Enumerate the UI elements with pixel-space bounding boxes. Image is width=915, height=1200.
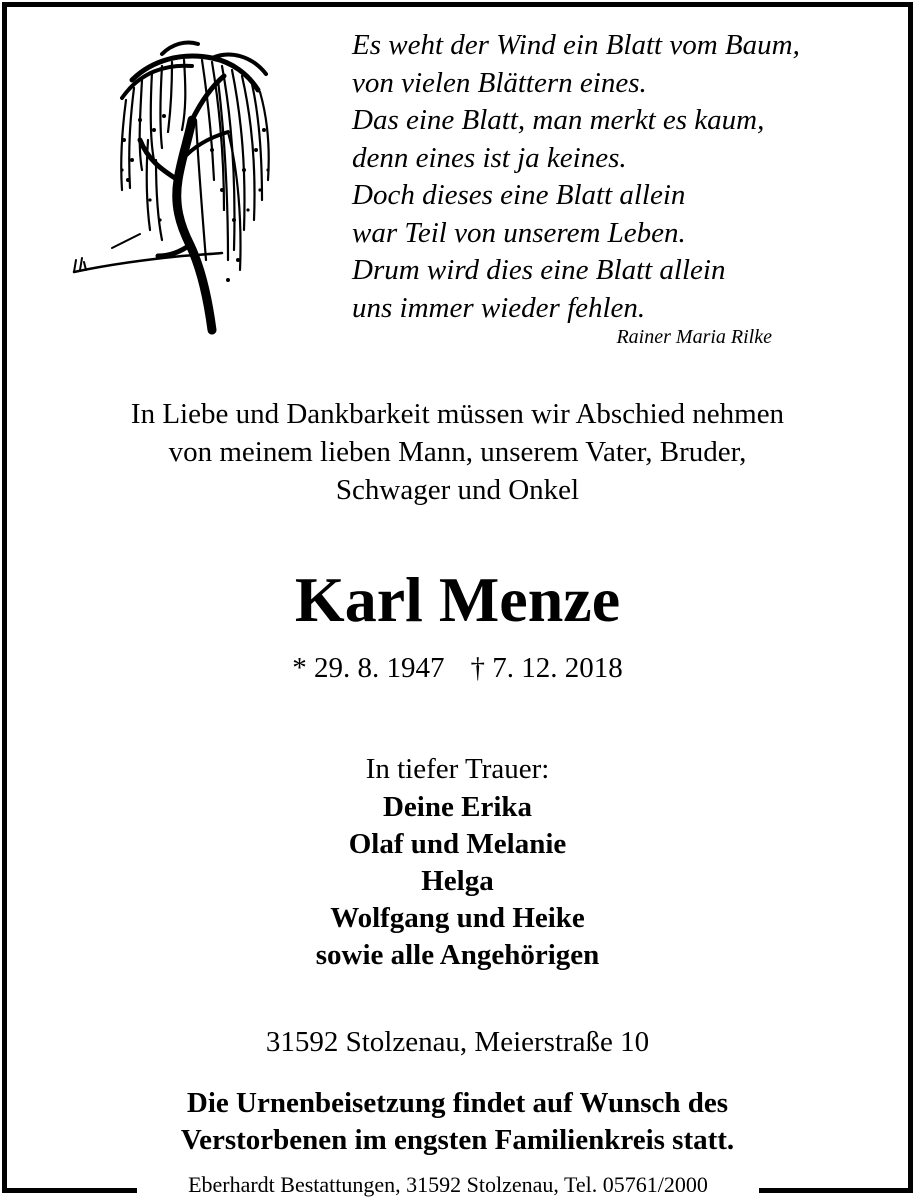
intro-line: In Liebe und Dankbarkeit müssen wir Abschied nehmen [130, 398, 785, 430]
intro-text [0, 395, 915, 509]
funeral-home-footer: Eberhardt Bestattungen, 31592 Stolzenau, Tel. 05761/2000 [137, 1170, 759, 1200]
mourner-name: Helga [421, 865, 494, 897]
poem-line: Es weht der Wind ein Blatt vom Baum, [352, 29, 800, 61]
mourner-name: Wolfgang und Heike [330, 902, 585, 934]
life-dates [0, 648, 915, 688]
family-address: 31592 Stolzenau, Meierstraße 10 [265, 1026, 650, 1058]
poem-line: von vielen Blättern eines. [352, 66, 647, 99]
poem-line: Das eine Blatt, man merkt es kaum, [352, 104, 765, 136]
poem [352, 27, 872, 327]
intro-line: Schwager und Onkel [335, 474, 580, 506]
notice-line: Die Urnenbeisetzung findet auf Wunsch des [186, 1087, 729, 1119]
poem-line: uns immer wieder fehlen. [352, 291, 646, 324]
mourning-intro: In tiefer Trauer: [365, 753, 550, 785]
poem-line: Doch dieses eine Blatt allein [352, 179, 686, 211]
death-date: † 7. 12. 2018 [470, 652, 623, 684]
poem-line: denn eines ist ja keines. [352, 141, 627, 174]
mourner-name: sowie alle Angehörigen [315, 939, 600, 971]
mourner-name: Olaf und Melanie [348, 828, 567, 860]
notice-line: Verstorbenen im engsten Familienkreis statt. [180, 1124, 735, 1156]
poem-line: Drum wird dies eine Blatt allein [352, 254, 726, 286]
mourners-list [0, 789, 915, 974]
weeping-willow-icon [62, 20, 292, 340]
poem-line: war Teil von unserem Leben. [352, 216, 686, 249]
burial-notice [0, 1085, 915, 1159]
intro-line: von meinem lieben Mann, unserem Vater, Bruder, [168, 436, 747, 468]
deceased-name: Karl Menze [294, 564, 621, 635]
birth-date: * 29. 8. 1947 [292, 652, 445, 684]
poem-author: Rainer Maria Rilke [616, 326, 772, 348]
mourner-name: Deine Erika [382, 791, 533, 823]
